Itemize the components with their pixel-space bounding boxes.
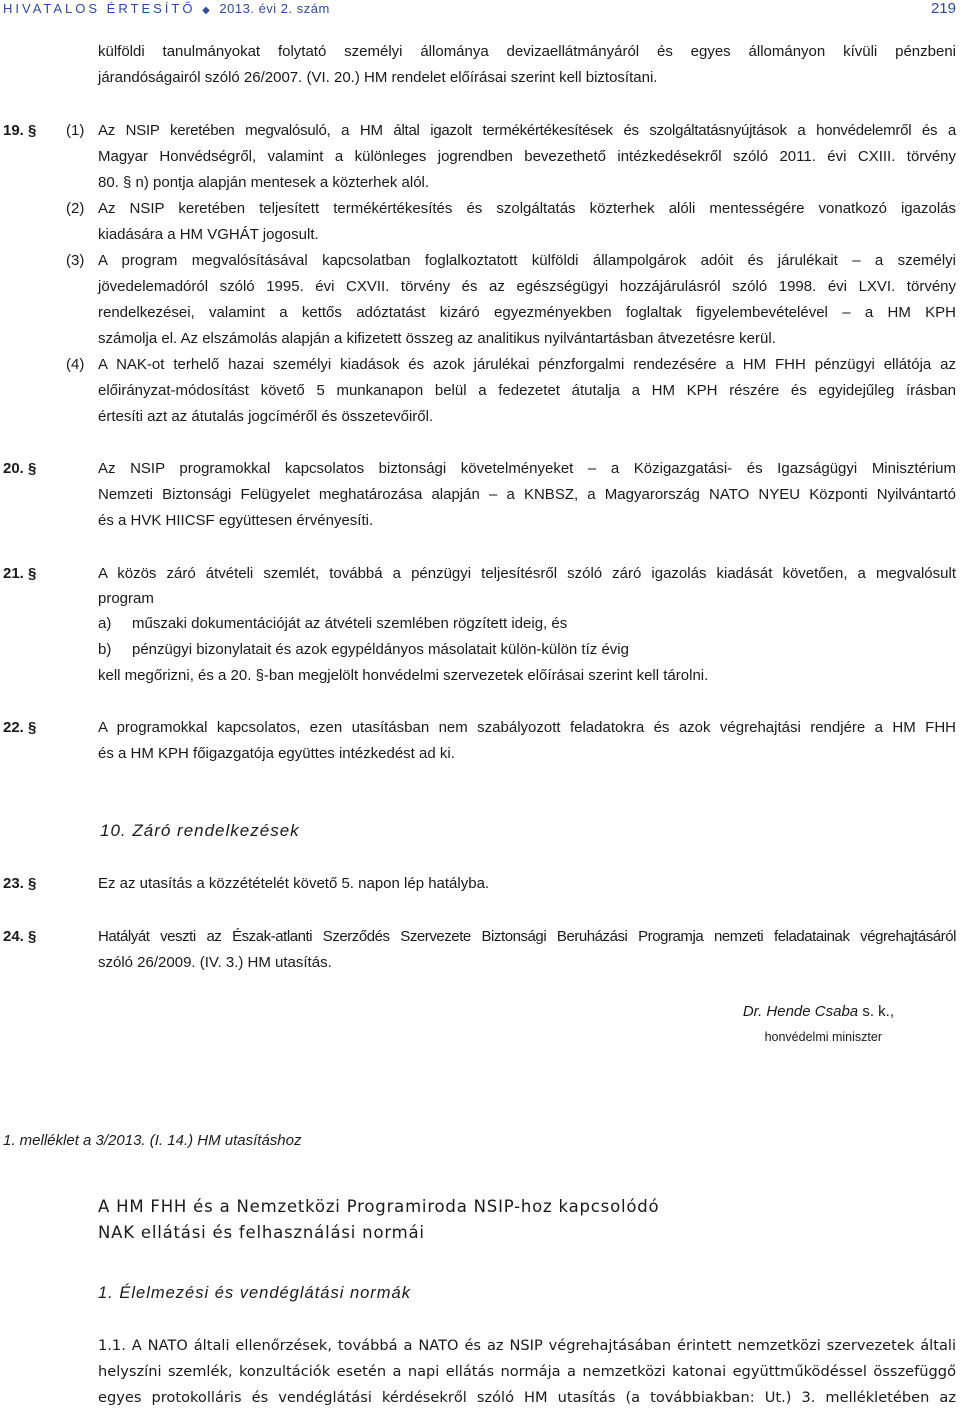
- s19-p3-line-3: rendelkezései, valamint a kettős adóztatást kizáró egyezményekben foglaltak figyelembevételével – a HM KPH: [98, 304, 956, 321]
- s21-line-end: kell megőrizni, és a 20. §-ban megjelölt honvédelmi szervezetek előírásai szerint kell tárolni.: [98, 667, 709, 684]
- signature: [743, 1003, 894, 1020]
- section-24-number: 24. §: [3, 928, 37, 945]
- s19-p3-line-2: jövedelemadóról szóló 1995. évi CXVII. törvény és az egészségügyi hozzájárulásról szóló 1998. évi LXVI. törvény: [98, 278, 956, 295]
- s21-item-a-label: a): [98, 615, 112, 632]
- s21-item-a-text: műszaki dokumentációját az átvételi szemlében rögzített ideig, és: [132, 615, 568, 632]
- intro-line-2: járandóságairól szóló 26/2007. (VI. 20.) HM rendelet előírásai szerint kell biztosítani.: [98, 69, 658, 86]
- s19-p4-line-3: értesíti azt az átutalás jogcíméről és összetevőiről.: [98, 408, 434, 425]
- annex-label: 1. melléklet a 3/2013. (I. 14.) HM utasításhoz: [3, 1132, 302, 1149]
- s21-item-b-text: pénzügyi bizonylatait és azok egypéldányos másolatait külön-külön tíz évig: [132, 641, 629, 658]
- s23-line-1: Ez az utasítás a közzétételét követő 5. napon lép hatályba.: [98, 875, 490, 892]
- s19-p4-line-1: A NAK-ot terhelő hazai személyi kiadások és azok járulékai pénzforgalmi rendezésére a HM FHH pénzügyi ellátója az: [98, 356, 956, 373]
- s21-line-1: A közös záró átvételi szemlét, továbbá a pénzügyi teljesítésről szóló záró igazolás kiadását követően, a megvalósult: [98, 565, 956, 582]
- annex-title-line-1: A HM FHH és a Nemzetközi Programiroda NSIP-hoz kapcsolódó: [98, 1197, 660, 1216]
- s22-line-2: és a HM KPH főigazgatója együttes intézkedést ad ki.: [98, 745, 455, 762]
- chapter-10-heading: 10. Záró rendelkezések: [100, 821, 300, 840]
- page-number: 219: [930, 0, 956, 17]
- header-journal: [3, 1, 330, 16]
- annex-section-1-heading: 1. Élelmezési és vendéglátási normák: [98, 1284, 411, 1302]
- annex-p11-line-3: egyes protokolláris és vendéglátási kérdésekről szóló HM utasítás (a továbbiakban: Ut.) 3. mellékletében az: [98, 1389, 956, 1406]
- issue-label: 2013. évi 2. szám: [219, 1, 330, 16]
- s24-line-1: Hatályát veszti az Észak-atlanti Szerződés Szervezete Biztonsági Beruházási Programja nemzeti feladatainak végrehajtásáról: [98, 928, 956, 945]
- s20-line-1: Az NSIP programokkal kapcsolatos biztonsági követelményeket – a Közigazgatási- és Igazságügyi Minisztérium: [98, 460, 956, 477]
- journal-title: HIVATALOS ÉRTESÍTŐ: [3, 1, 196, 16]
- s19-p1-line-3: 80. § n) pontja alapján mentesek a közterhek alól.: [98, 174, 430, 191]
- section-19-number: 19. §: [3, 122, 37, 139]
- s19-p2-line-1: Az NSIP keretében teljesített termékértékesítés és szolgáltatás közterhek alóli mentességére vonatkozó igazolás: [98, 200, 956, 217]
- section-23-number: 23. §: [3, 875, 37, 892]
- diamond-icon: ◆: [202, 5, 213, 16]
- s19-p4-line-2: előirányzat-módosítást követő 5 munkanapon belül a fedezetet átutalja a HM KPH részére és egyidejűleg írásban: [98, 382, 956, 399]
- s19-p3-line-1: A program megvalósításával kapcsolatban foglalkoztatott külföldi állampolgárok adóit és járulékait – a személyi: [98, 252, 956, 269]
- s22-line-1: A programokkal kapcsolatos, ezen utasításban nem szabályozott feladatokra és azok végrehajtási rendjére a HM FHH: [98, 719, 956, 736]
- annex-title-line-2: NAK ellátási és felhasználási normái: [98, 1223, 425, 1242]
- s19-p4-num: (4): [66, 356, 85, 373]
- annex-p11-line-1: 1.1. A NATO általi ellenőrzések, továbbá a NATO és az NSIP végrehajtásában érintett nemzetközi szervezetek általi: [98, 1337, 956, 1354]
- signature-suffix: s. k.,: [858, 1003, 894, 1020]
- s19-p1-line-1: Az NSIP keretében megvalósuló, a HM által igazolt termékértékesítések és szolgáltatásnyújtások a honvédelemről és a: [98, 122, 956, 139]
- s21-item-b-label: b): [98, 641, 112, 658]
- s19-p1-line-2: Magyar Honvédségről, valamint a különleges jogrendben bevezethető intézkedésekről szóló 2011. évi CXIII. törvény: [98, 148, 956, 165]
- signatory-name: Dr. Hende Csaba: [742, 1003, 859, 1020]
- annex-p11-line-2: helyszíni szemlék, konzultációk esetén a napi ellátás normája a nemzetközi katonai együttműködéssel összefüggő: [98, 1363, 956, 1380]
- section-20-number: 20. §: [3, 460, 37, 477]
- signatory-role: honvédelmi miniszter: [764, 1030, 882, 1044]
- s19-p3-num: (3): [66, 252, 85, 269]
- s20-line-3: és a HVK HIICSF együttesen érvényesíti.: [98, 512, 374, 529]
- s21-line-2: program: [98, 590, 154, 607]
- intro-line-1: külföldi tanulmányokat folytató személyi állománya devizaellátmányáról és egyes állományon kívüli pénzbeni: [98, 43, 956, 60]
- s19-p3-line-4: számolja el. Az elszámolás alapján a kifizetett összeg az analitikus nyilvántartásban átvezetésre kerül.: [98, 330, 776, 347]
- s19-p2-num: (2): [66, 200, 85, 217]
- s20-line-2: Nemzeti Biztonsági Felügyelet meghatározása alapján – a KNBSZ, a Magyarország NATO NYEU Központi Nyilvántartó: [98, 486, 956, 503]
- section-22-number: 22. §: [3, 719, 37, 736]
- section-21-number: 21. §: [3, 565, 37, 582]
- s19-p1-num: (1): [66, 122, 85, 139]
- s24-line-2: szóló 26/2009. (IV. 3.) HM utasítás.: [98, 954, 332, 971]
- s19-p2-line-2: kiadására a HM VGHÁT jogosult.: [98, 226, 319, 243]
- running-header: [0, 0, 960, 22]
